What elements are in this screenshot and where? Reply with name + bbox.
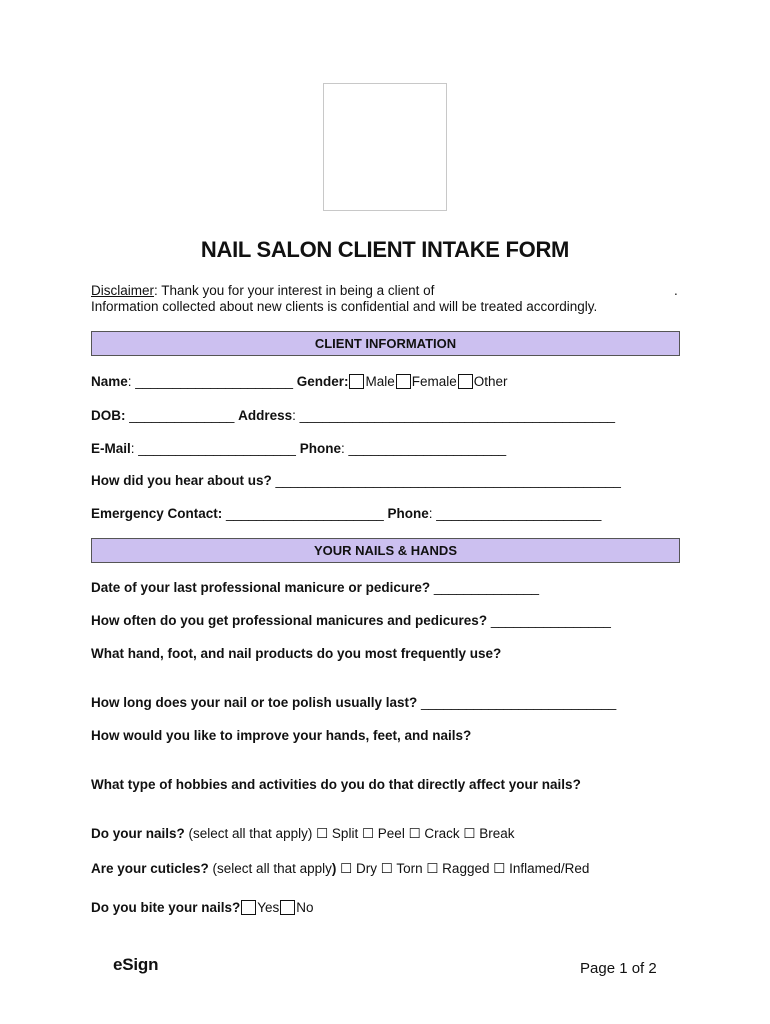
nails-condition-question: Do your nails? bbox=[91, 826, 185, 841]
esign-logo: eSign bbox=[113, 955, 159, 974]
gender-female-label: Female bbox=[411, 374, 457, 389]
gender-other-label: Other bbox=[473, 374, 508, 389]
gender-female-checkbox[interactable] bbox=[396, 374, 411, 389]
last-manicure-field[interactable]: ______________ bbox=[430, 580, 539, 595]
cuticles-row bbox=[91, 861, 589, 877]
polish-last-field[interactable]: __________________________ bbox=[417, 695, 617, 710]
emergency-phone-field[interactable]: : ______________________ bbox=[428, 506, 602, 521]
gender-colon: : bbox=[343, 374, 349, 389]
address-field[interactable]: : __________________________________________ bbox=[292, 408, 616, 423]
products-question: What hand, foot, and nail products do you most frequently use? bbox=[91, 646, 502, 661]
how-often-row bbox=[91, 613, 611, 628]
address-label: Address bbox=[238, 408, 293, 423]
gender-other-checkbox[interactable] bbox=[458, 374, 473, 389]
bite-nails-row bbox=[91, 900, 314, 915]
emergency-contact-field[interactable]: _____________________ bbox=[222, 506, 384, 521]
name-label: Name bbox=[91, 374, 128, 389]
phone-field[interactable]: : _____________________ bbox=[340, 441, 507, 456]
emergency-phone-label: Phone bbox=[387, 506, 429, 521]
cuticles-options[interactable]: ☐ Dry ☐ Torn ☐ Ragged ☐ Inflamed/Red bbox=[336, 861, 590, 876]
emergency-contact-label: Emergency Contact: bbox=[91, 506, 223, 521]
polish-last-question: How long does your nail or toe polish usually last? bbox=[91, 695, 418, 710]
hear-about-row bbox=[91, 473, 621, 488]
bite-yes-checkbox[interactable] bbox=[241, 900, 256, 915]
section-header-your-nails-hands: YOUR NAILS & HANDS bbox=[91, 538, 680, 563]
phone-label: Phone bbox=[299, 441, 341, 456]
hear-about-label: How did you hear about us? bbox=[91, 473, 272, 488]
dob-field[interactable]: ______________ bbox=[125, 408, 235, 423]
gender-male-label: Male bbox=[365, 374, 395, 389]
last-manicure-row bbox=[91, 580, 539, 595]
bite-no-label: No bbox=[296, 900, 314, 915]
nails-condition-row bbox=[91, 826, 515, 842]
cuticles-paren: ) bbox=[331, 861, 337, 876]
emergency-contact-row bbox=[91, 506, 601, 521]
nails-condition-options[interactable]: (select all that apply) ☐ Split ☐ Peel ☐ Crack ☐ Break bbox=[184, 826, 515, 841]
logo-placeholder bbox=[323, 83, 447, 211]
section-header-client-information: CLIENT INFORMATION bbox=[91, 331, 680, 356]
disclaimer-line-2: Information collected about new clients is confidential and will be treated accordingly. bbox=[91, 299, 598, 314]
improve-question: How would you like to improve your hands, feet, and nails? bbox=[91, 728, 472, 743]
name-gender-row bbox=[91, 374, 508, 389]
how-often-field[interactable]: ________________ bbox=[487, 613, 611, 628]
email-field[interactable]: : _____________________ bbox=[130, 441, 296, 456]
disclaimer-text: : Thank you for your interest in being a client of bbox=[154, 283, 435, 298]
email-label: E-Mail bbox=[91, 441, 131, 456]
email-phone-row bbox=[91, 441, 506, 456]
dob-label: DOB: bbox=[91, 408, 126, 423]
gender-male-checkbox[interactable] bbox=[349, 374, 364, 389]
dob-address-row bbox=[91, 408, 615, 423]
disclaimer-label: Disclaimer bbox=[91, 283, 155, 298]
page-number: Page 1 of 2 bbox=[580, 960, 657, 977]
disclaimer-line-1 bbox=[91, 283, 434, 298]
form-title: NAIL SALON CLIENT INTAKE FORM bbox=[200, 237, 570, 262]
name-field[interactable]: : _____________________ bbox=[127, 374, 293, 389]
hear-about-field[interactable]: ______________________________________________ bbox=[271, 473, 621, 488]
hobbies-question: What type of hobbies and activities do you do that directly affect your nails? bbox=[91, 777, 581, 792]
polish-last-row bbox=[91, 695, 616, 710]
how-often-question: How often do you get professional manicures and pedicures? bbox=[91, 613, 488, 628]
gender-label: Gender bbox=[296, 374, 344, 389]
cuticles-question: Are your cuticles? bbox=[91, 861, 209, 876]
bite-yes-label: Yes bbox=[257, 900, 280, 915]
disclaimer-end: . bbox=[674, 283, 678, 298]
cuticles-hint: (select all that apply bbox=[208, 861, 332, 876]
bite-no-checkbox[interactable] bbox=[280, 900, 295, 915]
bite-nails-question: Do you bite your nails? bbox=[91, 900, 241, 915]
last-manicure-question: Date of your last professional manicure or pedicure? bbox=[91, 580, 431, 595]
